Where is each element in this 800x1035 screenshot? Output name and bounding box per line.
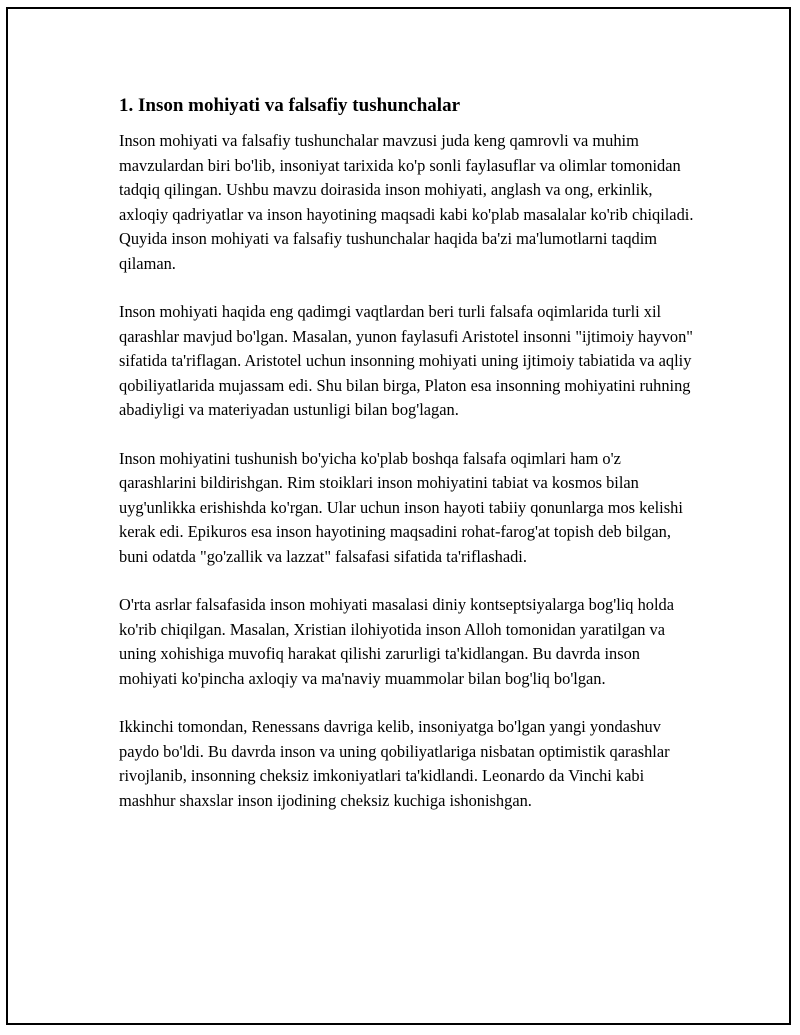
document-body — [119, 93, 699, 837]
paragraph-renaissance: Ikkinchi tomondan, Renessans davriga kelib, insoniyatga bo'lgan yangi yondashuv paydo bo'ldi. Bu davrda inson va uning qobiliyatlariga nisbatan optimistik qarashlar rivojlanib, insonning cheksiz imkoniyatlari ta'kidlandi. Leonardo da Vinchi kabi mashhur shaxslar inson ijodining cheksiz kuchiga ishonishgan. — [119, 717, 670, 810]
section-heading: 1. Inson mohiyati va falsafiy tushunchalar — [119, 95, 461, 116]
paragraph-middle-ages: O'rta asrlar falsafasida inson mohiyati masalasi diniy kontseptsiyalarga bog'liq holda ko'rib chiqilgan. Masalan, Xristian ilohiyotida inson Alloh tomonidan yaratilgan va uning xohishiga muvofiq harakat qilishi zarurligi ta'kidlangan. Bu davrda inson mohiyati ko'pincha axloqiy va ma'naviy muammolar bilan bog'liq bo'lgan. — [119, 595, 675, 688]
paragraph-intro: Inson mohiyati va falsafiy tushunchalar mavzusi juda keng qamrovli va muhim mavzulardan biri bo'lib, insoniyat tarixida ko'p sonli faylasuflar va olimlar tomonidan tadqiq qilingan. Ushbu mavzu doirasida inson mohiyati, anglash va ong, erkinlik, axloqiy qadriyatlar va inson hayotining maqsadi kabi ko'plab masalalar ko'rib chiqiladi. Quyida inson mohiyati va falsafiy tushunchalar haqida ba'zi ma'lumotlarni taqdim qilaman. — [119, 131, 694, 273]
paragraph-other-schools: Inson mohiyatini tushunish bo'yicha ko'plab boshqa falsafa oqimlari ham o'z qarashlarini bildirishgan. Rim stoiklari inson mohiyatini tabiat va kosmos bilan uyg'unlikka erishishda ko'rgan. Ular uchun inson hayoti tabiiy qonunlarga mos kelishi kerak edi. Epikuros esa inson hayotining maqsadini rohat-farog'at topish deb bilgan, buni odatda "go'zallik va lazzat" falsafasi sifatida ta'riflashadi. — [119, 448, 683, 566]
paragraph-ancient-views: Inson mohiyati haqida eng qadimgi vaqtlardan beri turli falsafa oqimlarida turli xil qarashlar mavjud bo'lgan. Masalan, yunon faylasufi Aristotel insonni "ijtimoiy hayvon" sifatida ta'riflagan. Aristotel uchun insonning mohiyati uning ijtimoiy tabiatida va aqliy qobiliyatlarida mujassam edi. Shu bilan birga, Platon esa insonning mohiyatini ruhning abadiyligi va materiyadan ustunligi bilan bog'lagan. — [119, 302, 693, 419]
